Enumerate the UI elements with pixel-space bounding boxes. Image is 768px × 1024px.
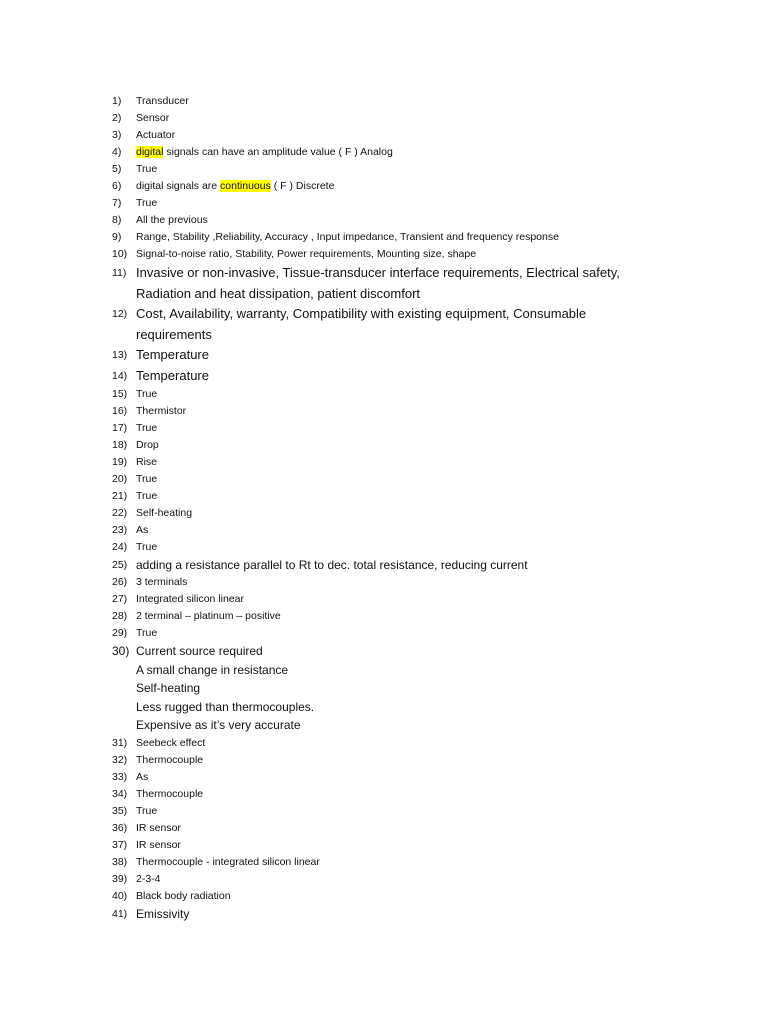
list-item: 7) True xyxy=(112,197,158,209)
list-item: 3) Actuator xyxy=(112,129,176,141)
list-item: 40) Black body radiation xyxy=(112,889,231,902)
answer-list xyxy=(112,93,732,923)
list-item: 37) IR sensor xyxy=(112,838,181,851)
list-item: 15) True xyxy=(112,388,158,400)
list-item: 21) True xyxy=(112,490,158,502)
list-item: 25) adding a resistance parallel to Rt to dec. total resistance, reducing current xyxy=(112,558,528,572)
list-item: 24) True xyxy=(112,541,158,553)
list-item: 32) Thermocouple xyxy=(112,753,204,766)
list-item: 19) Rise xyxy=(112,456,158,468)
list-item: 22) Self-heating xyxy=(112,507,193,519)
highlighted-word: continuous xyxy=(220,180,271,192)
list-item: 14) Temperature xyxy=(112,367,209,383)
list-item: 18) Drop xyxy=(112,439,159,451)
list-item: 33) As xyxy=(112,770,149,783)
list-item: 1) Transducer xyxy=(112,95,189,107)
list-item: 27) Integrated silicon linear xyxy=(112,593,244,605)
list-item: 11) Invasive or non-invasive, Tissue-transducer interface requirements, Electrical safety, Radiation and heat dissipation, patient discomfort xyxy=(112,265,620,301)
list-item: 10) Signal-to-noise ratio, Stability, Power requirements, Mounting size, shape xyxy=(112,248,477,260)
list-item: 4) digital signals can have an amplitude value ( F ) Analog xyxy=(112,146,393,158)
list-item: 29) True xyxy=(112,627,158,639)
list-item: 36) IR sensor xyxy=(112,821,181,834)
list-item: 39) 2-3-4 xyxy=(112,872,161,885)
list-item: 30) Current source required A small change in resistance Self-heating Less rugged than thermocouples. Expensive as it’s very accurate xyxy=(112,644,315,732)
list-item: 28) 2 terminal – platinum – positive xyxy=(112,610,281,622)
list-item: 23) As xyxy=(112,524,149,536)
list-item: 9) Range, Stability ,Reliability, Accuracy , Input impedance, Transient and frequency response xyxy=(112,231,559,243)
list-item: 12) Cost, Availability, warranty, Compatibility with existing equipment, Consumable requirements xyxy=(112,306,587,342)
list-item: 34) Thermocouple xyxy=(112,787,204,800)
list-item: 13) Temperature xyxy=(112,347,209,362)
highlighted-word: digital xyxy=(136,146,164,158)
list-item: 26) 3 terminals xyxy=(112,576,188,588)
list-item: 2) Sensor xyxy=(112,112,170,124)
list-item: 38) Thermocouple - integrated silicon linear xyxy=(112,855,320,868)
list-item: 20) True xyxy=(112,473,158,485)
list-item: 35) True xyxy=(112,804,158,817)
list-item: 16) Thermistor xyxy=(112,405,187,417)
list-item: 17) True xyxy=(112,422,158,434)
list-item: 8) All the previous xyxy=(112,214,208,226)
list-item: 41) Emissivity xyxy=(112,906,190,921)
list-item: 5) True xyxy=(112,163,158,175)
list-item: 6) digital signals are continuous ( F ) Discrete xyxy=(112,180,335,192)
list-item: 31) Seebeck effect xyxy=(112,736,206,749)
